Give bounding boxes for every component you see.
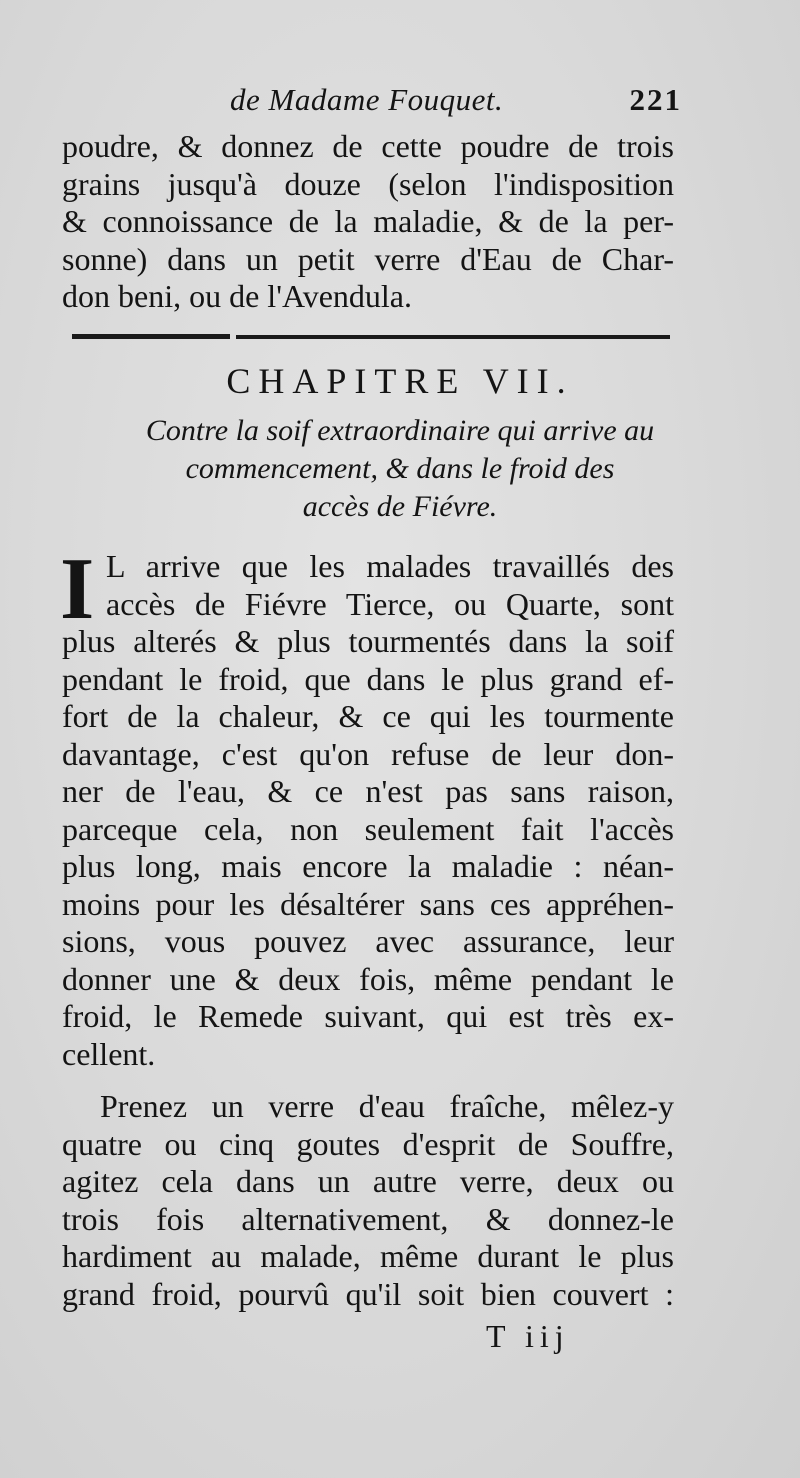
text-line: & connoissance de la maladie, & de la per- [62,203,674,239]
running-header [62,82,682,126]
text-line: trois fois alternativement, & donnez-le [62,1200,674,1237]
text-line: Prenez un verre d'eau fraîche, mêlez-y [100,1088,674,1124]
text-line: sions, vous pouvez avec assurance, leur [62,923,674,959]
text-line: grand froid, pourvû qu'il soit bien couvert : [62,1275,674,1312]
divider-segment [236,335,670,339]
text-line: sonne) dans un petit verre d'Eau de Char- [62,240,674,277]
text-line: poudre, & donnez de cette poudre de trois [62,128,674,164]
text-line: moins pour les désaltérer sans ces appréhen- [62,885,674,922]
text-line: grains jusqu'à douze (selon l'indisposition [62,165,674,202]
text-line: cellent. [62,1035,156,1072]
subtitle-line: Contre la soif extraordinaire qui arrive au [145,414,655,447]
divider-segment [72,334,230,339]
running-title: de Madame Fouquet. [230,82,504,117]
text-line: agitez cela dans un autre verre, deux ou [62,1163,674,1199]
drop-cap: I [60,541,95,638]
intro-paragraph [62,128,674,316]
text-line: plus alterés & plus tourmentés dans la soif [62,623,674,659]
text-line: quatre ou cinq goutes d'esprit de Souffre, [62,1125,674,1162]
chapter-subtitle [0,412,800,526]
subtitle-line: commencement, & dans le froid des [185,452,615,485]
text-line: pendant le froid, que dans le plus grand ef- [62,660,674,697]
text-line: fort de la chaleur, & ce qui les tourmente [62,698,674,734]
subtitle-line: accès de Fiévre. [302,490,498,523]
text-line: L arrive que les malades travaillés des [106,548,674,584]
text-line: hardiment au malade, même durant le plus [62,1238,674,1274]
text-line: plus long, mais encore la maladie : néan- [62,848,674,884]
text-line: davantage, c'est qu'on refuse de leur don- [62,735,674,772]
text-line: ner de l'eau, & ce n'est pas sans raison, [62,773,674,809]
text-line: don beni, ou de l'Avendula. [62,278,412,314]
section-divider [72,334,670,340]
page-number: 221 [629,82,682,117]
text-line: accès de Fiévre Tierce, ou Quarte, sont [106,585,674,622]
body-paragraph-2 [62,1088,674,1313]
chapter-heading: CHAPITRE VII. [226,361,574,401]
text-line: parceque cela, non seulement fait l'accès [62,810,674,847]
text-line: froid, le Remede suivant, qui est très ex- [62,998,674,1034]
signature-mark: T iij [486,1318,570,1354]
body-paragraph-1 [60,541,674,1073]
text-line: donner une & deux fois, même pendant le [62,960,674,997]
